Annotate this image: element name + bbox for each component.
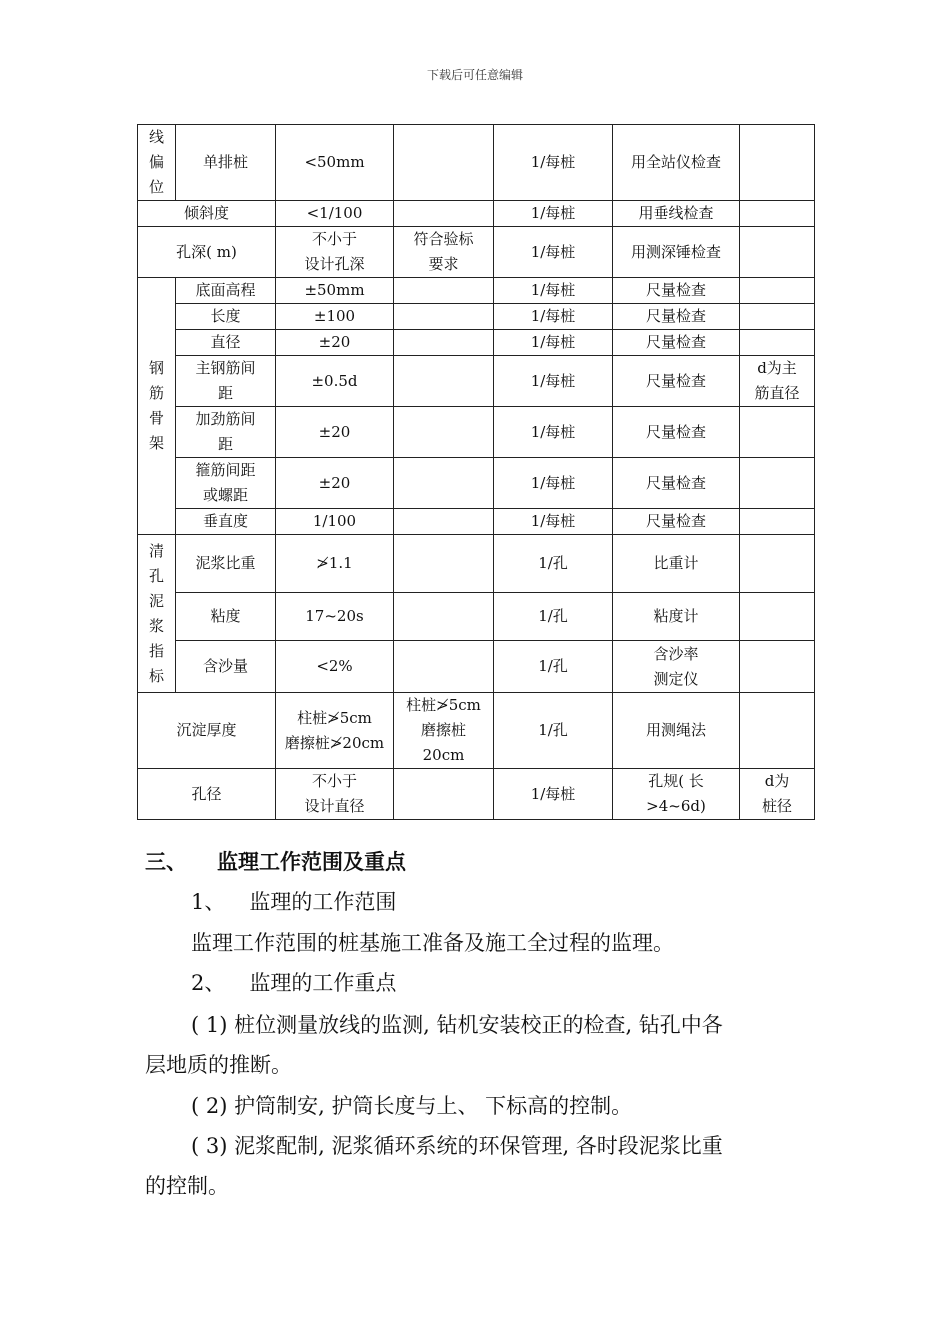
- cell-text: [615, 304, 737, 329]
- cell-line: 1/每桩: [530, 473, 576, 492]
- table-cell: [494, 693, 613, 769]
- cell-line: 尺量检查: [645, 281, 706, 299]
- cell-text: [178, 407, 273, 457]
- cell-line: 尺量检查: [645, 307, 706, 325]
- cell-line: 磨擦桩: [420, 721, 466, 739]
- cell-line: <50mm: [304, 153, 365, 171]
- table-cell: [176, 458, 276, 509]
- cell-text: [178, 356, 273, 406]
- cell-line: 指: [148, 641, 164, 660]
- section-number: 三、: [145, 849, 187, 874]
- cell-text: [615, 718, 737, 743]
- table-cell: [276, 593, 394, 641]
- cell-line: 浆: [148, 616, 164, 635]
- cell-line: 20cm: [422, 746, 465, 764]
- cell-text: [178, 150, 273, 175]
- table-cell: [740, 641, 815, 693]
- cell-line: 柱桩≯5cm: [297, 708, 372, 727]
- subheading-number: 1、: [191, 890, 226, 914]
- cell-line: 含沙率: [653, 644, 699, 663]
- cell-line: 1/100: [312, 512, 357, 530]
- table-cell: [494, 356, 613, 407]
- cell-line: <2%: [316, 657, 353, 675]
- cell-line: 用全站仪检查: [630, 153, 721, 171]
- table-cell: [613, 201, 740, 227]
- table-cell: [494, 641, 613, 693]
- cell-line: ±0.5d: [311, 371, 358, 390]
- cell-text: [140, 240, 273, 265]
- table-cell: [740, 535, 815, 593]
- paragraph-3-line1: ( 3) 泥浆配制, 泥浆循环系统的环保管理, 各时段泥浆比重: [191, 1134, 723, 1158]
- table-cell: [176, 593, 276, 641]
- table-cell: [138, 125, 176, 201]
- table-cell: [176, 330, 276, 356]
- table-cell: [394, 407, 494, 458]
- cell-line: 尺量检查: [645, 473, 706, 492]
- table-row: [138, 641, 815, 693]
- cell-line: 磨擦桩≯20cm: [284, 733, 385, 752]
- cell-line: 孔径: [191, 784, 222, 803]
- table-cell: [176, 535, 276, 593]
- table-cell: [176, 407, 276, 458]
- cell-line: 1/每桩: [530, 784, 576, 803]
- cell-text: [615, 420, 737, 445]
- cell-line: 筋直径: [754, 384, 800, 402]
- cell-line: 测定仪: [653, 669, 699, 688]
- table-cell: [394, 227, 494, 278]
- cell-text: [615, 369, 737, 394]
- table-cell: [394, 304, 494, 330]
- paragraph-3-line2: 的控制。: [145, 1174, 229, 1198]
- table-cell: [494, 304, 613, 330]
- cell-line: 尺量检查: [645, 371, 706, 390]
- table-cell: [176, 304, 276, 330]
- cell-text: [278, 330, 391, 355]
- cell-line: ±100: [313, 307, 356, 325]
- cell-line: 比重计: [653, 554, 699, 572]
- table-cell: [276, 535, 394, 593]
- table-cell: [613, 535, 740, 593]
- table-cell: [394, 509, 494, 535]
- table-cell: [740, 227, 815, 278]
- cell-text: [615, 240, 737, 265]
- cell-line: 粘度: [210, 607, 241, 625]
- table-cell: [613, 407, 740, 458]
- cell-line: 架: [148, 434, 164, 452]
- table-cell: [138, 693, 276, 769]
- table-cell: [176, 125, 276, 201]
- table-row: [138, 458, 815, 509]
- table-cell: [394, 769, 494, 820]
- section-title-text: 监理工作范围及重点: [217, 849, 406, 874]
- table-cell: [740, 693, 815, 769]
- cell-text: [496, 551, 610, 576]
- cell-line: 孔深( m): [176, 242, 237, 261]
- inspection-table: [137, 124, 815, 820]
- table-cell: [138, 769, 276, 820]
- table-cell: [613, 693, 740, 769]
- table-cell: [494, 407, 613, 458]
- cell-text: [178, 278, 273, 303]
- table-cell: [740, 769, 815, 820]
- cell-text: [178, 458, 273, 508]
- cell-line: 用垂线检查: [638, 204, 714, 222]
- cell-line: 用测深锤检查: [630, 242, 721, 261]
- cell-line: 1/每桩: [530, 371, 576, 390]
- cell-text: [278, 509, 391, 534]
- cell-line: 偏: [148, 153, 164, 171]
- table-cell: [394, 693, 494, 769]
- cell-line: 1/孔: [538, 554, 568, 572]
- cell-text: [178, 551, 273, 576]
- table-row: [138, 227, 815, 278]
- cell-text: [742, 769, 812, 819]
- cell-text: [496, 782, 610, 807]
- cell-line: 倾斜度: [183, 204, 229, 222]
- cell-line: 1/孔: [538, 607, 568, 625]
- table-cell: [494, 535, 613, 593]
- cell-text: [496, 330, 610, 355]
- cell-text: [496, 369, 610, 394]
- cell-line: 尺量检查: [645, 333, 706, 351]
- table-cell: [276, 201, 394, 227]
- cell-text: [615, 471, 737, 496]
- cell-text: [396, 227, 491, 277]
- cell-line: 17~20s: [305, 607, 364, 625]
- table-cell: [276, 458, 394, 509]
- cell-text: [178, 604, 273, 629]
- cell-line: 孔规( 长: [648, 772, 704, 790]
- cell-line: 桩径: [761, 797, 792, 815]
- cell-line: 1/每桩: [530, 242, 576, 261]
- cell-line: 沉淀厚度: [176, 721, 237, 739]
- table-cell: [176, 509, 276, 535]
- cell-line: 孔: [148, 566, 164, 585]
- cell-text: [178, 509, 273, 534]
- table-cell: [138, 227, 276, 278]
- cell-line: 距: [217, 384, 233, 402]
- cell-line: 钢: [148, 359, 164, 377]
- cell-line: 1/每桩: [530, 281, 576, 299]
- table-row: [138, 593, 815, 641]
- cell-line: 或螺距: [202, 486, 248, 504]
- cell-line: 1/每桩: [530, 204, 576, 222]
- cell-text: [146, 539, 167, 689]
- cell-text: [615, 278, 737, 303]
- cell-text: [146, 125, 167, 200]
- table-cell: [494, 125, 613, 201]
- table-cell: [276, 356, 394, 407]
- table-cell: [138, 278, 176, 535]
- table-cell: [394, 356, 494, 407]
- cell-text: [278, 551, 391, 576]
- table-cell: [494, 769, 613, 820]
- cell-text: [496, 278, 610, 303]
- cell-line: 垂直度: [202, 512, 248, 530]
- table-row: [138, 278, 815, 304]
- cell-text: [278, 304, 391, 329]
- table-cell: [394, 458, 494, 509]
- cell-line: 不小于: [311, 230, 357, 248]
- table-cell: [494, 278, 613, 304]
- cell-line: 1/每桩: [530, 307, 576, 325]
- cell-line: <1/100: [306, 204, 363, 222]
- cell-text: [496, 150, 610, 175]
- table-cell: [613, 509, 740, 535]
- table-row: [138, 769, 815, 820]
- cell-line: 设计孔深: [304, 255, 365, 273]
- table-row: [138, 330, 815, 356]
- table-cell: [394, 278, 494, 304]
- cell-text: [496, 201, 610, 226]
- cell-line: 尺量检查: [645, 512, 706, 530]
- cell-line: 1/孔: [538, 721, 568, 739]
- header-note: 下载后可任意编辑: [426, 68, 523, 82]
- cell-text: [615, 642, 737, 692]
- table-row: [138, 535, 815, 593]
- cell-line: 1/每桩: [530, 422, 576, 441]
- table-cell: [394, 535, 494, 593]
- table-cell: [494, 509, 613, 535]
- table-cell: [740, 458, 815, 509]
- cell-text: [615, 150, 737, 175]
- cell-text: [278, 604, 391, 629]
- table-cell: [494, 201, 613, 227]
- table-row: [138, 407, 815, 458]
- table-cell: [276, 509, 394, 535]
- cell-text: [278, 201, 391, 226]
- table-cell: [394, 125, 494, 201]
- table-cell: [740, 509, 815, 535]
- cell-line: 1/每桩: [530, 333, 576, 351]
- cell-line: 要求: [428, 255, 459, 273]
- paragraph-1-line2: 层地质的推断。: [145, 1053, 292, 1077]
- table-cell: [740, 356, 815, 407]
- cell-text: [615, 330, 737, 355]
- table-cell: [740, 407, 815, 458]
- cell-line: ±20: [318, 422, 351, 441]
- cell-line: d为主: [757, 359, 797, 377]
- table-row: [138, 201, 815, 227]
- cell-text: [140, 718, 273, 743]
- cell-line: ±20: [318, 473, 351, 492]
- table-cell: [276, 641, 394, 693]
- cell-text: [496, 240, 610, 265]
- table-cell: [394, 593, 494, 641]
- cell-text: [496, 718, 610, 743]
- cell-text: [615, 509, 737, 534]
- table-cell: [740, 330, 815, 356]
- cell-line: 粘度计: [653, 607, 699, 625]
- table-cell: [740, 278, 815, 304]
- table-row: [138, 509, 815, 535]
- cell-line: 线: [148, 128, 164, 146]
- cell-text: [278, 227, 391, 277]
- cell-text: [496, 420, 610, 445]
- table-cell: [613, 641, 740, 693]
- cell-text: [178, 330, 273, 355]
- cell-line: 标: [148, 666, 164, 685]
- cell-line: 加劲筋间: [195, 410, 256, 428]
- table-cell: [276, 769, 394, 820]
- table-cell: [276, 227, 394, 278]
- cell-text: [178, 304, 273, 329]
- cell-text: [615, 551, 737, 576]
- table-cell: [613, 593, 740, 641]
- table-cell: [613, 304, 740, 330]
- cell-text: [146, 356, 167, 456]
- table-cell: [613, 458, 740, 509]
- table-cell: [613, 769, 740, 820]
- cell-text: [496, 304, 610, 329]
- paragraph-2: ( 2) 护筒制安, 护筒长度与上、 下标高的控制。: [191, 1094, 633, 1118]
- cell-line: 不小于: [311, 772, 357, 790]
- cell-text: [496, 509, 610, 534]
- table-cell: [494, 458, 613, 509]
- cell-text: [615, 604, 737, 629]
- cell-line: 1/每桩: [530, 153, 576, 171]
- table-cell: [276, 407, 394, 458]
- cell-line: 距: [217, 435, 233, 453]
- table-cell: [176, 278, 276, 304]
- table-cell: [138, 201, 276, 227]
- table-cell: [394, 330, 494, 356]
- table-cell: [740, 593, 815, 641]
- table-cell: [613, 278, 740, 304]
- table-cell: [276, 278, 394, 304]
- cell-line: 尺量检查: [645, 422, 706, 441]
- cell-line: 位: [148, 178, 164, 196]
- table-cell: [740, 304, 815, 330]
- cell-text: [278, 278, 391, 303]
- cell-line: 用测绳法: [645, 721, 706, 739]
- table-cell: [613, 356, 740, 407]
- cell-text: [496, 654, 610, 679]
- subheading-1: [191, 882, 396, 922]
- cell-line: 清: [148, 541, 164, 560]
- table-cell: [613, 330, 740, 356]
- cell-text: [278, 471, 391, 496]
- cell-line: 箍筋间距: [195, 461, 256, 479]
- cell-text: [615, 201, 737, 226]
- cell-text: [278, 369, 391, 394]
- cell-line: d为: [764, 772, 790, 790]
- cell-line: 符合验标: [413, 230, 474, 248]
- cell-line: 1/孔: [538, 657, 568, 675]
- cell-line: 泥: [148, 591, 164, 610]
- table-cell: [276, 304, 394, 330]
- cell-line: 单排桩: [202, 153, 248, 171]
- cell-line: 柱桩≯5cm: [406, 696, 481, 714]
- cell-text: [278, 769, 391, 819]
- table-row: [138, 356, 815, 407]
- table-cell: [276, 125, 394, 201]
- table-cell: [176, 356, 276, 407]
- cell-text: [278, 420, 391, 445]
- cell-text: [278, 706, 391, 756]
- cell-line: >4~6d): [646, 797, 706, 815]
- paragraph-1-line1: ( 1) 桩位测量放线的监测, 钻机安装校正的检查, 钻孔中各: [191, 1013, 723, 1037]
- cell-text: [496, 471, 610, 496]
- table-row: [138, 125, 815, 201]
- cell-line: 筋: [148, 384, 164, 402]
- cell-text: [496, 604, 610, 629]
- cell-line: 含沙量: [202, 657, 248, 675]
- cell-line: 直径: [210, 333, 241, 351]
- table-cell: [494, 330, 613, 356]
- cell-line: 底面高程: [195, 281, 256, 299]
- paragraph-scope: 监理工作范围的桩基施工准备及施工全过程的监理。: [191, 931, 674, 955]
- cell-line: 骨: [148, 409, 164, 427]
- cell-line: 设计直径: [304, 797, 365, 815]
- cell-text: [278, 150, 391, 175]
- table-cell: [613, 227, 740, 278]
- subheading-text: 监理的工作范围: [249, 890, 397, 914]
- cell-text: [615, 769, 737, 819]
- table-cell: [276, 330, 394, 356]
- subheading-number: 2、: [191, 971, 226, 995]
- table-cell: [740, 125, 815, 201]
- cell-line: ±50mm: [304, 281, 365, 299]
- table-cell: [276, 693, 394, 769]
- table-cell: [613, 125, 740, 201]
- table-cell: [394, 641, 494, 693]
- cell-line: 泥浆比重: [195, 554, 256, 572]
- cell-text: [742, 356, 812, 406]
- cell-line: 长度: [210, 307, 241, 325]
- cell-text: [178, 654, 273, 679]
- cell-text: [396, 693, 491, 768]
- subheading-2: [191, 963, 396, 1003]
- cell-line: 1/每桩: [530, 512, 576, 530]
- cell-line: ±20: [318, 333, 351, 351]
- cell-line: ≯1.1: [316, 554, 353, 572]
- section-title: [145, 844, 406, 880]
- cell-line: 主钢筋间: [195, 359, 256, 377]
- table-cell: [740, 201, 815, 227]
- cell-text: [140, 201, 273, 226]
- cell-text: [140, 782, 273, 807]
- table-cell: [176, 641, 276, 693]
- cell-text: [278, 654, 391, 679]
- table-cell: [138, 535, 176, 693]
- table-cell: [394, 201, 494, 227]
- table-row: [138, 693, 815, 769]
- table-cell: [494, 593, 613, 641]
- subheading-text: 监理的工作重点: [249, 971, 397, 995]
- table-row: [138, 304, 815, 330]
- table-cell: [494, 227, 613, 278]
